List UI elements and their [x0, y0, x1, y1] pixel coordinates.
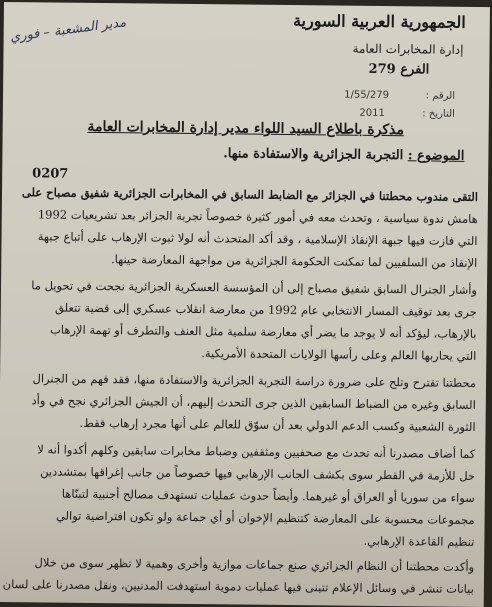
- date-value: 2011: [359, 107, 385, 119]
- body-line: بالإرهاب، ليؤكد أنه لا يوجد ما يضر أي معارضة سلمية مثل العنف والتطرف أو تهمة الإرهاب: [49, 322, 477, 341]
- body-line: وأشار الجنرال السابق شفيق مصباح إلى أن المؤسسة العسكرية الجزائرية نجحت في تحويل ما: [31, 278, 478, 297]
- body-line: السابق وغيره من الضباط السابقين الذين جرى التحدث إليهم، أن الجيش الجزائري نجح في وأد: [31, 393, 476, 412]
- date-label: التاريخ :: [422, 108, 455, 120]
- document-number: 0207: [32, 166, 69, 182]
- country-heading: الجمهورية العربية السورية: [292, 11, 466, 32]
- body-line: مجموعات محسوبة على المعارضة كتنظيم الإخوان أو أي جماعة ولو تكون افتراضية توالي: [55, 508, 475, 527]
- body-line: التقى مندوب محطتنا في الجزائر مع الضابط السابق في المخابرات الجزائرية شفيق مصباح على: [21, 185, 479, 204]
- subject-label: الموضوع :: [407, 148, 465, 164]
- ref-label: الرقم :: [425, 90, 456, 102]
- body-line: جرى بعد توقيف المسار الانتخابي عام 1992 من معارضة انقلاب عسكري إلى قضية تتعلق: [55, 300, 477, 319]
- body-line: تنظيم القاعدة الإرهابي.: [363, 533, 475, 549]
- body-line: سواء من سوريا أو العراق أو غيرهما. وأيضاً حدوث عمليات تستهدف مصالح أجنبية لتبنّاها: [61, 486, 475, 505]
- body-line: الثورة الشعبية وكسب الدعم الدولي بعد أن سوّق للعالم على أنها مجرد إرهاب فقط.: [79, 415, 476, 434]
- document-page: [0, 2, 490, 607]
- body-line: حل للأزمة في القطر سوى بكشف الجانب الإرهابي فيها خصوصاً من جانب إغراقها بمتشددين: [40, 464, 476, 483]
- body-line: الإنقاذ من السلفيين لما تمكنت الحكومة الجزائرية من مواجهة المعارضة حينها.: [110, 252, 478, 270]
- memo-title: مذكرة باطلاع السيد اللواء مدير إدارة المخابرات العامة: [87, 118, 404, 139]
- body-line: محطتنا تقترح وتلح على ضرورة دراسة التجربة الجزائرية والاستفادة منها، فقد فهم من الجنرال: [32, 371, 477, 390]
- ref-value: 1/55/279: [344, 89, 390, 102]
- branch-heading: الفرع 279: [368, 61, 430, 78]
- handwritten-note: مدير المشعبة – فوري: [9, 15, 127, 46]
- subject-line: [223, 146, 464, 164]
- body-line: كما أضاف مصدرنا أنه تحدث مع صحفيين ومثقفين وضباط مخابرات سابقين وكلهم أكدوا أنه لا: [37, 442, 476, 461]
- body-line: وأكدت محطتنا أن النظام الجزائري صنع جماعات موازية وأخرى وهمية لا تظهر سوى من خلال: [34, 555, 475, 574]
- subject-text: التجربة الجزائرية والاستفادة منها.: [223, 146, 404, 164]
- body-line: التي فازت فيها جبهة الإنقاذ الإسلامية ، وقد أكد المتحدث أنه لولا ثبوت الإرهاب على أتباع جبهة: [37, 229, 478, 248]
- body-line: التي يحاربها العالم وعلى رأسها الولايات المتحدة الأمريكية.: [201, 346, 477, 363]
- department-heading: إدارة المخابرات العامة: [352, 41, 464, 57]
- body-line: هامش ندوة سياسية ، وتحدث معه في أمور كثيرة خصوصاً تجربة الجزائر بعد تشريعيات 1992: [37, 207, 478, 226]
- body-line: بيانات تنشر في وسائل الإعلام تتبنى فيها عمليات دموية استهدفت المدنيين، ونقل مصدرنا على لسان: [2, 577, 474, 596]
